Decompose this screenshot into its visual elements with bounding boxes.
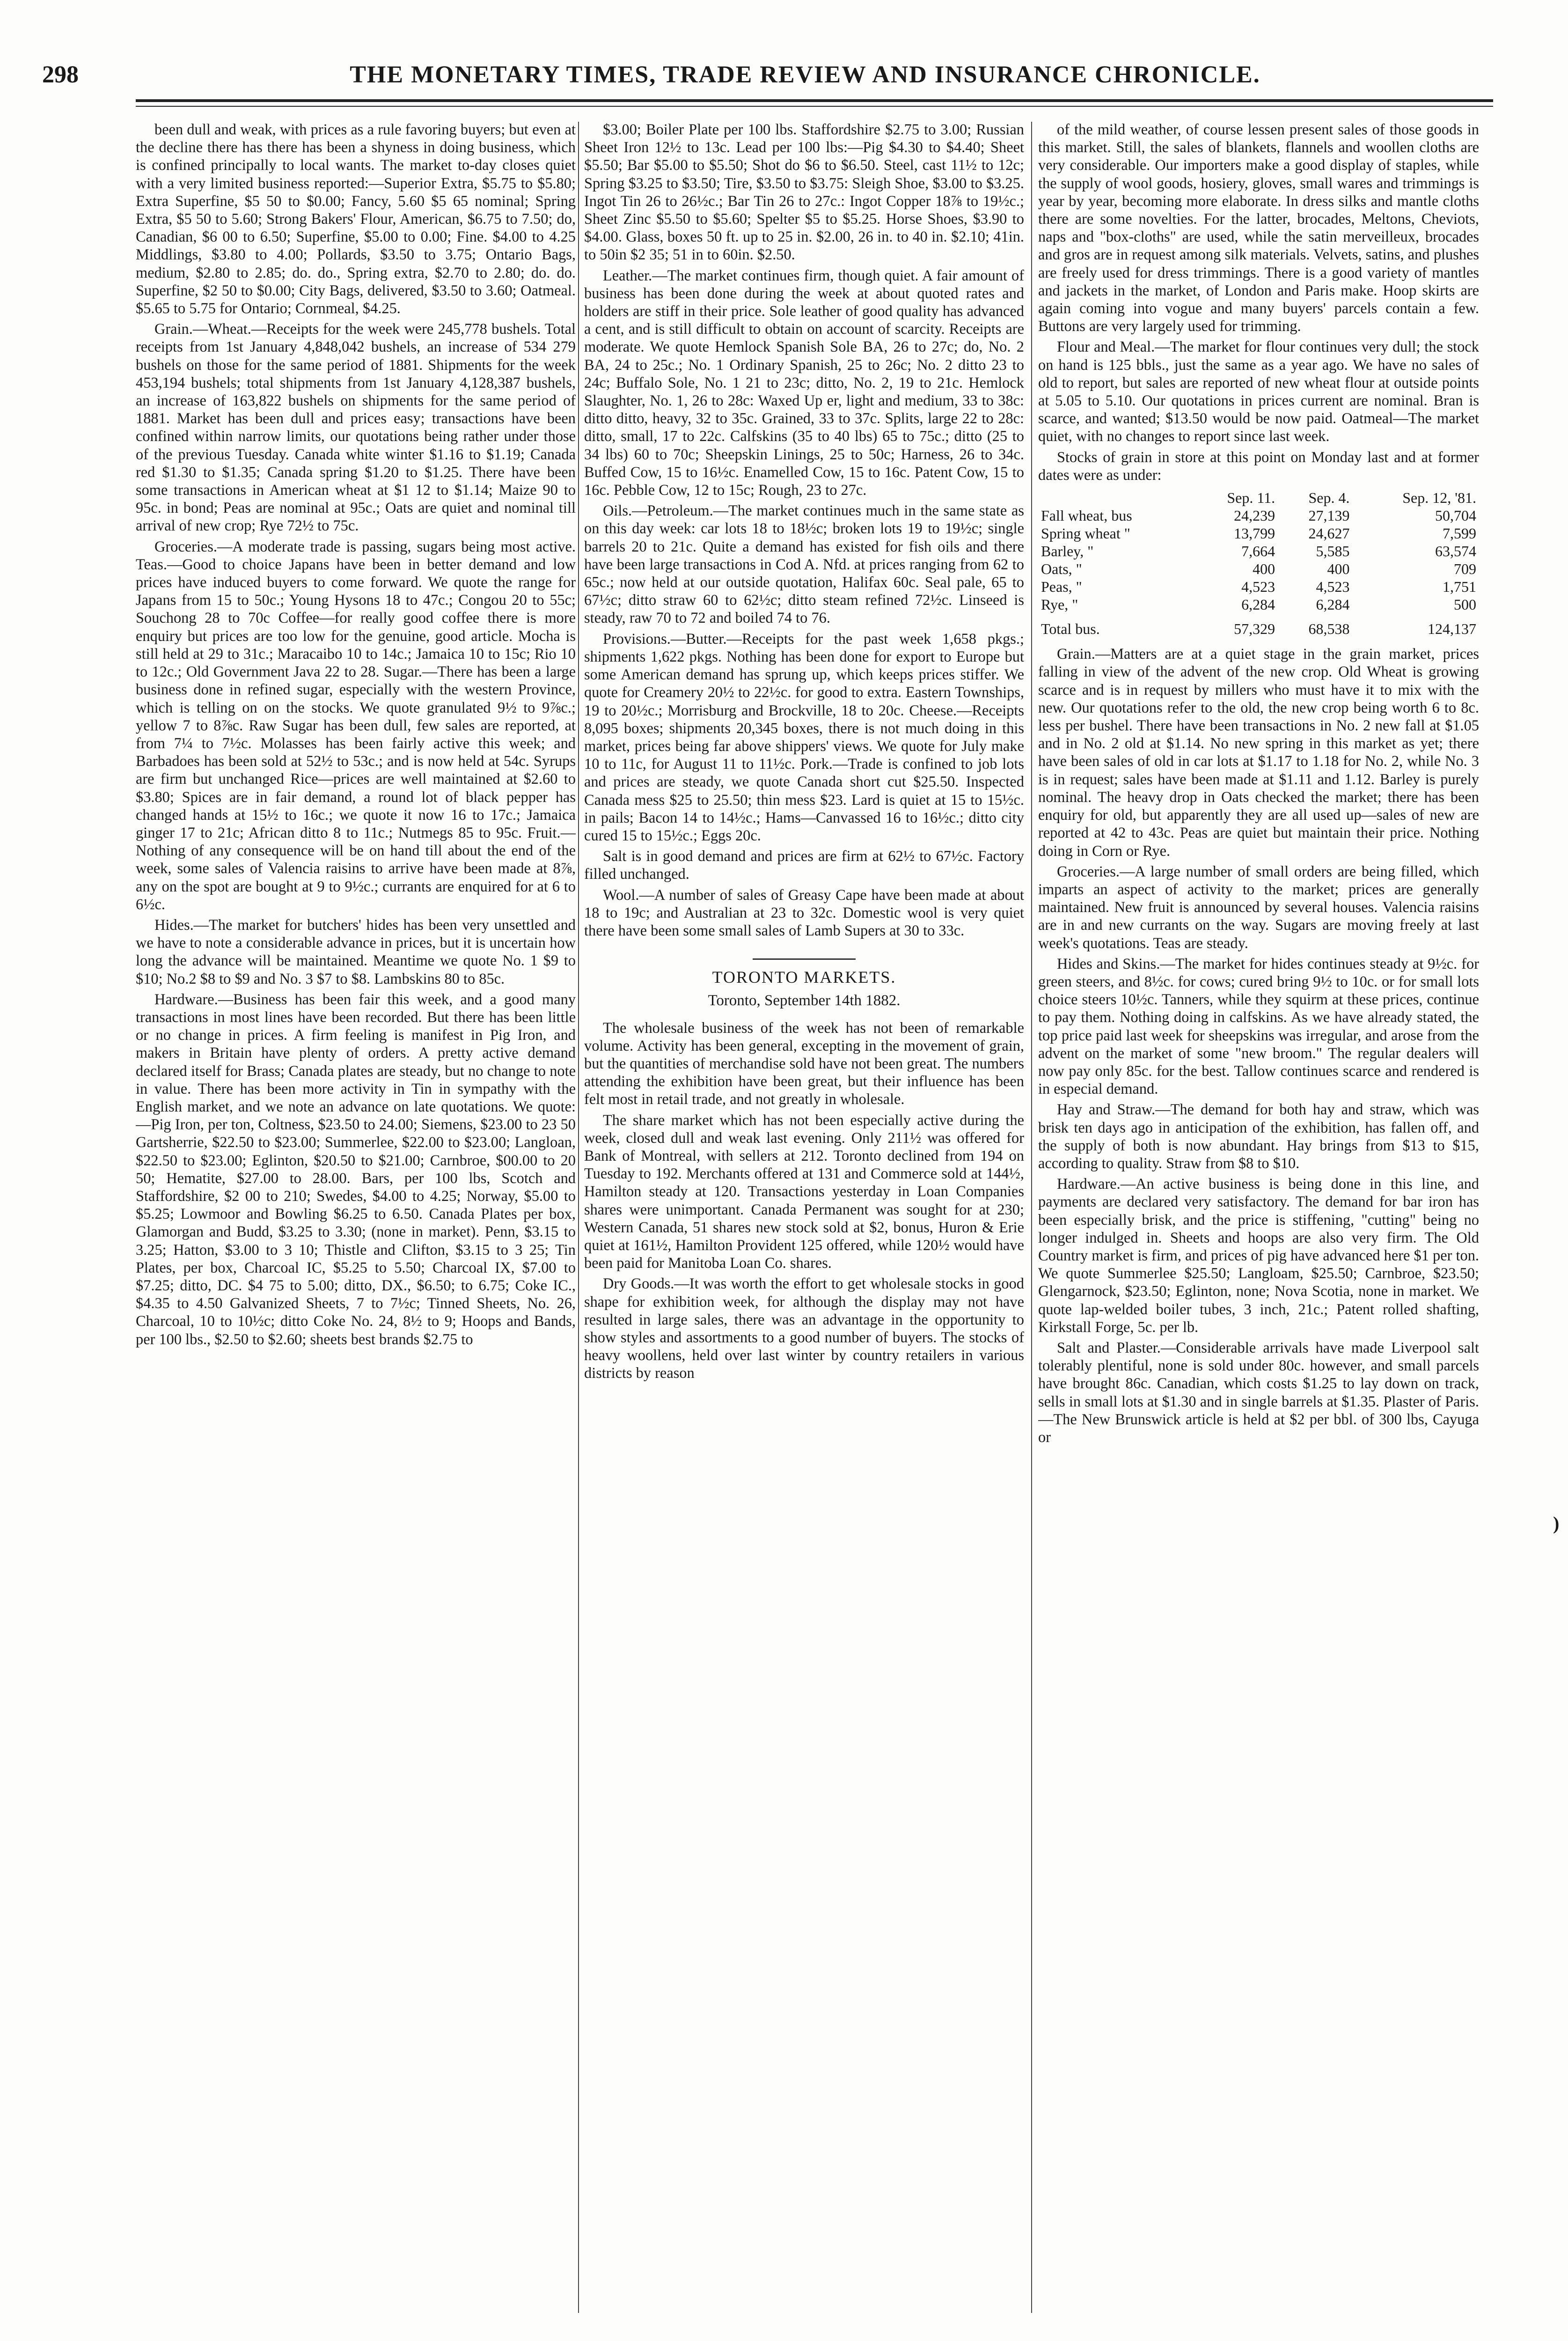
- table-header-cell: Sep. 4.: [1308, 489, 1350, 507]
- article-paragraph: The share market which has not been especially active during the week, closed dull and weak last evening. Only 211½ was offered for Bank of Montreal, with sellers at 212. Toronto declined from 194 on Tuesday to 192. Merchants offered at 131 and Commerce sold at 144½, Hamilton steady at 120. Transactions yesterday in Loan Companies shares were unimportant. Canada Permanent was sought for at 230; Western Canada, 51 shares new stock sold at $2, bonus, Huron & Erie quiet at 161½, Hamilton Provident 125 offered, while 120½ would have been paid for Manitoba Loan Co. shares.: [584, 1112, 1024, 1272]
- article-paragraph: Oils.—Petroleum.—The market continues much in the same state as on this day week: car lots 18 to 18½c; broken lots 19 to 19½c; single barrels 20 to 21c. Quite a demand has existed for fish oils and there have been large transactions in Cod A. Nfd. at prices ranging from 62 to 65c.; now held at our outside quotation, Halifax 60c. Seal pale, 65 to 67½c; ditto straw 60 to 62½c; ditto steam refined 72½c. Linseed is steady, raw 70 to 72 and boiled 74 to 76.: [584, 502, 1024, 627]
- table-row: [1038, 596, 1479, 613]
- table-cell: 7,599: [1443, 525, 1476, 542]
- article-paragraph: $3.00; Boiler Plate per 100 lbs. Staffordshire $2.75 to 3.00; Russian Sheet Iron 12½ to 13c. Lead per 100 lbs:—Pig $4.30 to $4.40; Sheet $5.50; Bar $5.00 to $5.50; Shot do $6 to $6.50. Steel, cast 11½ to 12c; Spring $3.25 to $3.50; Tire, $3.50 to $3.75: Sleigh Shoe, $3.00 to $3.25. Ingot Tin 26 to 26½c.; Bar Tin 26 to 27c.: Ingot Copper 18⅞ to 19½c.; Sheet Zinc $5.50 to $5.60; Spelter $5 to $5.25. Horse Shoes, $3.90 to $4.00. Glass, boxes 50 ft. up to 25 in. $2.00, 26 in. to 40 in. $2.10; 41in. to 50in $2 35; 51 in to 60in. $2.50.: [584, 121, 1024, 264]
- table-cell: 124,137: [1428, 620, 1476, 638]
- article-paragraph: Hides.—The market for butchers' hides has been very unsettled and we have to note a considerable advance in prices, but it is uncertain how long the advance will be maintained. Meantime we quote No. 1 $9 to $10; No.2 $8 to $9 and No. 3 $7 to $8. Lambskins 80 to 85c.: [136, 916, 576, 987]
- table-cell: 57,329: [1234, 620, 1275, 638]
- column-divider: [1031, 122, 1032, 2313]
- section-heading-block: [584, 958, 1024, 1009]
- table-header-cell: [1038, 489, 1192, 507]
- article-paragraph: Grain.—Matters are at a quiet stage in the grain market, prices falling in view of the advent of the new crop. Old Wheat is growing scarce and is in request by millers who must have it to mix with the new. Our quotations refer to the old, the new crop being worth 6 to 8c. less per bushel. There have been transactions in No. 2 new fall at $1.05 and in No. 2 old at $1.14. No new spring in this market as yet; there have been sales of old in car lots at $1.17 to 1.18 for No. 2, while No. 3 is in request; sales have been made at $1.11 and 1.12. Barley is purely nominal. The heavy drop in Oats checked the market; there has been enquiry for old, but apparently they are all used up—sales of new are reported at 42 to 43c. Peas are quiet but maintain their price. Nothing doing in Corn or Rye.: [1038, 646, 1479, 860]
- column-left: [136, 121, 576, 2317]
- article-paragraph: Hides and Skins.—The market for hides continues steady at 9½c. for green steers, and 8½c. for cows; cured bring 9½ to 10c. or for small lots choice steers 10½c. Tanners, while they squirm at these prices, continue to pay them. Nothing doing in calfskins. As we have already stated, the top price paid last week for sheepskins was irregular, and arose from the advent on the market of some "new broom." The regular dealers will now pay only 85c. for the best. Tallow continues scarce and rendered is in especial demand.: [1038, 955, 1479, 1098]
- article-paragraph: Wool.—A number of sales of Greasy Cape have been made at about 18 to 19c; and Australian at 23 to 32c. Domestic wool is very quiet there have been some small sales of Lamb Supers at 30 to 33c.: [584, 886, 1024, 939]
- article-paragraph: Hardware.—An active business is being done in this line, and payments are declared very satisfactory. The demand for bar iron has been especially brisk, and the price is stiffening, "cutting" being no longer indulged in. Sheets and hoops are also very firm. The Old Country market is firm, and prices of pig have advanced here $1 per ton. We quote Summerlee $25.50; Langloam, $25.50; Carnbroe, $23.50; Glengarnock, $23.50; Eglinton, none; Nova Scotia, none in market. We quote lap-welded boiler tubes, 3 inch, 21c.; Patent rolled shafting, Kirkstall Forge, 5c. per lb.: [1038, 1176, 1479, 1336]
- article-paragraph: Stocks of grain in store at this point on Monday last and at former dates were as under:: [1038, 449, 1479, 484]
- article-paragraph: Salt and Plaster.—Considerable arrivals have made Liverpool salt tolerably plentiful, none is sold under 80c. however, and small parcels have brought 86c. Canadian, which costs $1.25 to lay down on track, sells in small lots at $1.30 and in single barrels at $1.35. Plaster of Paris.—The New Brunswick article is held at $2 per bbl. of 300 lbs, Cayuga or: [1038, 1339, 1479, 1446]
- table-cell: 24,239: [1234, 507, 1275, 524]
- table-header-row: [1038, 489, 1479, 507]
- table-cell: 68,538: [1308, 620, 1350, 638]
- table-cell: 27,139: [1308, 507, 1350, 524]
- article-paragraph: Provisions.—Butter.—Receipts for the past week 1,658 pkgs.; shipments 1,622 pkgs. Nothing has been done for export to Europe but some American demand has sprung up, which keeps prices stiffer. We quote for Creamery 20½ to 22½c. for good to extra. Eastern Townships, 19 to 20½c.; Morrisburg and Brockville, 18 to 20c. Cheese.—Receipts 8,095 boxes; shipments 20,345 boxes, there is not much doing in this market, prices being far above shippers' views. We quote for July make 10 to 11c, for August 11 to 11½c. Pork.—Trade is confined to job lots and prices are steady, we quote Canada short cut $25.50. Inspected Canada mess $25 to 25.50; thin mess $23. Lard is quiet at 15 to 15½c. in pails; Bacon 14 to 14½c.; Hams—Canvassed 16 to 16½c.; ditto city cured 15 to 15½c.; Eggs 20c.: [584, 630, 1024, 844]
- table-row: [1038, 578, 1479, 596]
- article-paragraph: Groceries.—A large number of small orders are being filled, which imparts an aspect of activity to the market; prices are generally maintained. New fruit is announced by several houses. Valencia raisins are in and new currants on the way. Sugars are moving freely at last week's quotations. Teas are steady.: [1038, 863, 1479, 952]
- table-cell: 5,585: [1316, 543, 1350, 560]
- table-row: [1038, 507, 1479, 524]
- page-number: 298: [42, 61, 79, 88]
- table-total-row: [1038, 613, 1479, 638]
- article-paragraph: of the mild weather, of course lessen present sales of those goods in this market. Still, the sales of blankets, flannels and woollen cloths are very considerable. Our importers make a good display of staples, while the supply of wool goods, hosiery, gloves, small wares and trimmings is year by year, becoming more elaborate. In dress silks and mantle cloths there are some novelties. For the latter, brocades, Meltons, Cheviots, naps and "box-cloths" are used, while the satin merveilleux, brocades and gros are in request among silk materials. Velvets, satins, and plushes are freely used for dress trimmings. There is a good variety of mantles and jackets in the market, of London and Paris make. Hoop skirts are again coming into vogue and many buyers' parcels contain a few. Buttons are very largely used for trimming.: [1038, 121, 1479, 335]
- table-cell: 13,799: [1234, 525, 1275, 542]
- table-cell: 709: [1454, 560, 1476, 578]
- table-cell: 50,704: [1435, 507, 1476, 524]
- section-rule: [753, 958, 856, 960]
- table-cell: 63,574: [1435, 543, 1476, 560]
- header-rule-thick: [136, 99, 1493, 102]
- article-paragraph: been dull and weak, with prices as a rule favoring buyers; but even at the decline there has there has been a shyness in doing business, which is confined principally to local wants. The market to-day closes quiet with a very limited business reported:—Superior Extra, $5.75 to $5.80; Extra Superfine, $5 50 to $0.00; Fancy, 5.60 $5 65 nominal; Spring Extra, $5 50 to 5.60; Strong Bakers' Flour, American, $6.75 to 7.50; do, Canadian, $6 00 to 6.50; Superfine, $5.00 to 0.00; Fine. $4.00 to 4.25 Middlings, $3.80 to 4.00; Pollards, $3.50 to 3.75; Ontario Bags, medium, $2.80 to 2.85; do. do., Spring extra, $2.70 to 2.80; do. do. Superfine, $2 50 to $0.00; City Bags, delivered, $3.50 to 3.60; Oatmeal. $5.65 to 5.75 for Ontario; Cornmeal, $4.25.: [136, 121, 576, 317]
- table-cell: 4,523: [1316, 578, 1350, 596]
- table-cell: 4,523: [1241, 578, 1275, 596]
- column-middle: [584, 121, 1024, 2317]
- table-cell: Oats, ": [1041, 560, 1082, 578]
- article-paragraph: The wholesale business of the week has not been of remarkable volume. Activity has been general, excepting in the movement of grain, but the quantities of merchandise sold have not been great. The numbers attending the exhibition have been great, but their influence has been felt most in retail trade, and not greatly in wholesale.: [584, 1019, 1024, 1108]
- header-rule-thin: [136, 106, 1493, 107]
- table-cell: 24,627: [1308, 525, 1350, 542]
- dateline: Toronto, September 14th 1882.: [708, 992, 901, 1009]
- article-paragraph: Flour and Meal.—The market for flour continues very dull; the stock on hand is 125 bbls., just the same as a year ago. We have no sales of old to report, but sales are reported of new wheat flour at outside points at 5.05 to 5.10. Our quotations in prices current are nominal. Bran is scarce, and wanted; $13.50 would be now paid. Oatmeal—The market quiet, with no changes to report since last week.: [1038, 339, 1479, 445]
- article-paragraph: Groceries.—A moderate trade is passing, sugars being most active. Teas.—Good to choice Japans have been in better demand and low prices have induced buyers to come forward. We quote the range for Japans from 15 to 50c.; Young Hysons 18 to 47c.; Congou 20 to 55c; Souchong 28 to 70c Coffee—for really good coffee there is more enquiry but prices are too low for the genuine, good article. Mocha is still held at 29 to 31c.; Maracaibo 10 to 14c.; Jamaica 10 to 15c; Rio 10 to 12c.; Old Government Java 22 to 28. Sugar.—There has been a large business done in refined sugar, especially with the western Province, which is telling on on the stocks. We quote granulated 9½ to 9⅞c.; yellow 7 to 8⅞c. Raw Sugar has been dull, few sales are reported, at from 7¼ to 7½c. Molasses has been fairly active this week; and Barbadoes has been sold at 52½ to 53c.; and is now held at 54c. Syrups are firm but unchanged Rice—prices are well maintained at $2.60 to $3.80; Spices are in fair demand, a round lot of black pepper has changed hands at 15½ to 16c.; we quote it now 16 to 17c.; Jamaica ginger 17 to 21c; African ditto 8 to 11c.; Nutmegs 85 to 95c. Fruit.—Nothing of any consequence will be on hand till about the end of the week, some sales of Valencia raisins to arrive have been made at 8⅞, any on the spot are bought at 9 to 9½c.; currants are enquired for at 6 to 6½c.: [136, 538, 576, 913]
- journal-title: THE MONETARY TIMES, TRADE REVIEW AND INSURANCE CHRONICLE.: [350, 61, 1260, 88]
- page-header: [28, 56, 1512, 103]
- column-divider: [578, 122, 579, 2313]
- section-heading: TORONTO MARKETS.: [712, 968, 896, 987]
- margin-mark: ): [1553, 1513, 1560, 1534]
- table-cell: 400: [1327, 560, 1350, 578]
- table-row: [1038, 524, 1479, 542]
- table-header-cell: Sep. 12, '81.: [1402, 489, 1476, 507]
- article-paragraph: Leather.—The market continues firm, though quiet. A fair amount of business has been done during the week at about quoted rates and holders are stiff in their price. Sole leather of good quality has advanced a cent, and is still difficult to obtain on account of scarcity. Receipts are moderate. We quote Hemlock Spanish Sole BA, 26 to 27c; do, No. 2 BA, 24 to 25c.; No. 1 Ordinary Spanish, 25 to 26c; No. 2 ditto 23 to 24c; Buffalo Sole, No. 1 21 to 23c; ditto, No. 2, 19 to 21c. Hemlock Slaughter, No. 1, 26 to 28c: Waxed Up er, light and medium, 33 to 38c: ditto ditto, heavy, 32 to 35c. Grained, 33 to 37c. Splits, large 22 to 28c: ditto, small, 17 to 22c. Calfskins (35 to 40 lbs) 65 to 75c.; ditto (25 to 34 lbs) 60 to 70c; Sheepskin Linings, 25 to 50c; Harness, 26 to 34c. Buffed Cow, 15 to 16½c. Enamelled Cow, 15 to 16c. Patent Cow, 15 to 16c. Pebble Cow, 12 to 15c; Rough, 23 to 27c.: [584, 267, 1024, 499]
- table-cell: Total bus.: [1041, 620, 1100, 638]
- table-cell: Peas, ": [1041, 578, 1082, 596]
- table-cell: 7,664: [1241, 543, 1275, 560]
- table-cell: 400: [1253, 560, 1275, 578]
- table-cell: Rye, ": [1041, 596, 1078, 613]
- table-cell: Spring wheat ": [1041, 525, 1130, 542]
- article-paragraph: Dry Goods.—It was worth the effort to get wholesale stocks in good shape for exhibition week, for although the display may not have resulted in large sales, there was an advantage in the opportunity to show styles and assortments to a good number of buyers. The stocks of heavy woollens, held over last winter by country retailers in various districts by reason: [584, 1275, 1024, 1382]
- table-cell: Fall wheat, bus: [1041, 507, 1132, 524]
- table-cell: 1,751: [1443, 578, 1476, 596]
- article-paragraph: Hardware.—Business has been fair this week, and a good many transactions in most lines have been recorded. But there has been little or no change in prices. A firm feeling is manifest in Pig Iron, and makers in Britain have plenty of orders. A pretty active demand declared itself for Brass; Canada plates are steady, but no change to note in value. There has been more activity in Tin in sympathy with the English market, and we note an advance on late quotations. We quote:—Pig Iron, per ton, Coltness, $23.50 to 24.00; Siemens, $23.00 to 23 50 Gartsherrie, $22.50 to $23.00; Summerlee, $22.00 to $23.00; Langloan, $22.50 to $23.00; Eglinton, $20.50 to $21.00; Carnbroe, $00.00 to 20 50; Hematite, $27.00 to 28.00. Bars, per 100 lbs, Scotch and Staffordshire, $2 00 to 210; Swedes, $4.00 to 4.25; Norway, $5.00 to $5.25; Lowmoor and Bowling $6.25 to 6.50. Canada Plates per box, Glamorgan and Budd, $3.25 to 3.30; (none in market). Penn, $3.15 to 3.25; Hatton, $3.00 to 3 10; Thistle and Clifton, $3.15 to 3 25; Tin Plates, per box, Charcoal IC, $5.25 to 5.50; Charcoal IX, $7.00 to $7.25; ditto, DC. $4 75 to 5.00; ditto, DX., $6.50; to 6.75; Coke IC., $4.35 to 4.50 Galvanized Sheets, 7 to 7½c; Tinned Sheets, No. 26, Charcoal, 10 to 10½c; ditto Coke No. 24, 8½ to 9; Hoops and Bands, per 100 lbs., $2.50 to $2.60; sheets best brands $2.75 to: [136, 991, 576, 1348]
- column-right: [1038, 121, 1479, 2317]
- table-cell: Barley, ": [1041, 543, 1094, 560]
- table-header-cell: Sep. 11.: [1227, 489, 1275, 507]
- table-cell: 500: [1454, 596, 1476, 613]
- table-cell: 6,284: [1316, 596, 1350, 613]
- table-cell: 6,284: [1241, 596, 1275, 613]
- article-paragraph: Grain.—Wheat.—Receipts for the week were 245,778 bushels. Total receipts from 1st January 4,848,042 bushels, an increase of 534 279 bushels on those for the same period of 1881. Shipments for the week 453,194 bushels; total shipments from 1st January 4,128,387 bushels, an increase of 163,822 bushels on shipments for the same period of 1881. Market has been dull and prices easy; transactions have been confined within narrow limits, our quotations being rather under those of the previous Tuesday. Canada white winter $1.16 to $1.19; Canada red $1.30 to $1.35; Canada spring $1.20 to $1.25. There have been some transactions in American wheat at $1 12 to $1.14; Maize 90 to 95c. in bond; Peas are nominal at 95c.; Oats are quiet and nominal till arrival of new crop; Rye 72½ to 75c.: [136, 321, 576, 535]
- article-paragraph: Salt is in good demand and prices are firm at 62½ to 67½c. Factory filled unchanged.: [584, 848, 1024, 883]
- table-row: [1038, 542, 1479, 560]
- grain-stocks-table: [1038, 489, 1479, 638]
- table-row: [1038, 560, 1479, 578]
- article-paragraph: Hay and Straw.—The demand for both hay and straw, which was brisk ten days ago in anticipation of the exhibition, has fallen off, and the supply of both is now abundant. Hay brings from $13 to $15, according to quality. Straw from $8 to $10.: [1038, 1101, 1479, 1172]
